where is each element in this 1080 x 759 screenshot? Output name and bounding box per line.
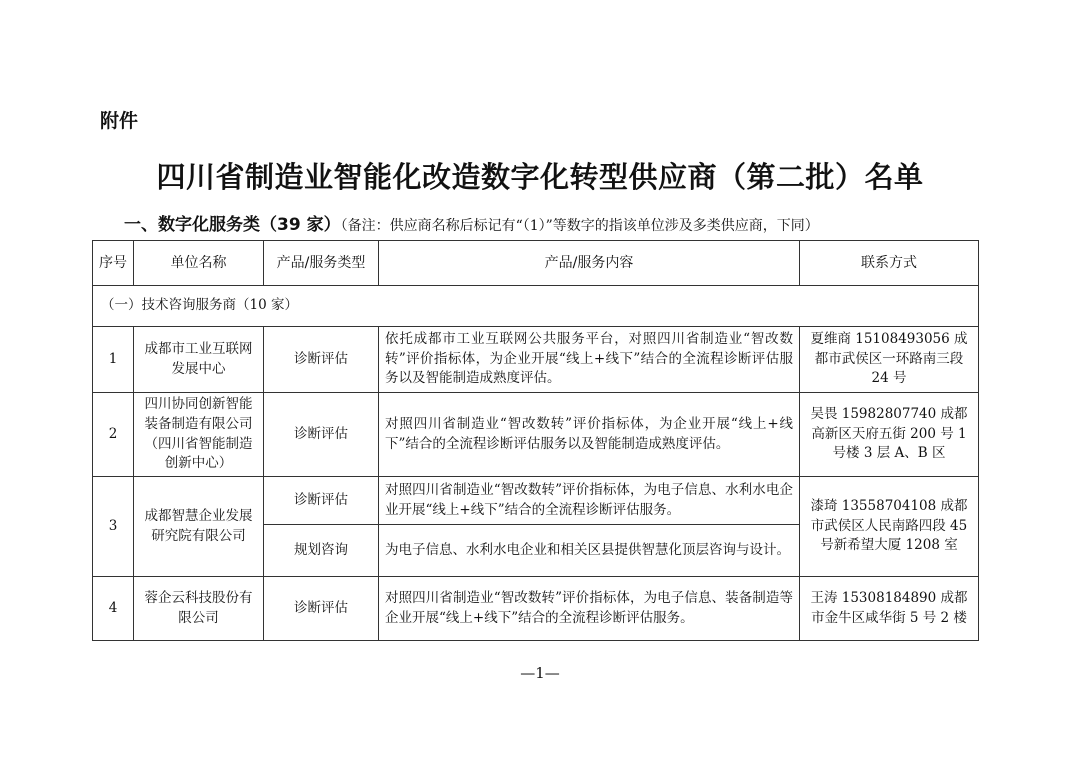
row-content: 对照四川省制造业“智改数转”评价指标体，为企业开展“线上+线下”结合的全流程诊断评估服务以及智能制造成熟度评估。 bbox=[379, 393, 800, 477]
row-index: 4 bbox=[93, 577, 134, 641]
table-row bbox=[93, 327, 979, 393]
row-index: 1 bbox=[93, 327, 134, 393]
row-type: 诊断评估 bbox=[264, 393, 379, 477]
header-index: 序号 bbox=[93, 241, 134, 286]
page-number: —1— bbox=[520, 664, 560, 682]
row-contact: 夏维商 15108493056 成都市武侯区一环路南三段 24 号 bbox=[800, 327, 979, 393]
row-index: 3 bbox=[93, 477, 134, 577]
row-type: 诊断评估 bbox=[264, 327, 379, 393]
row-content: 对照四川省制造业“智改数转”评价指标体，为电子信息、水利水电企业开展“线上+线下”结合的全流程诊断评估服务。 bbox=[379, 477, 800, 525]
row-type: 诊断评估 bbox=[264, 577, 379, 641]
section-note: （备注：供应商名称后标记有“（1）”等数字的指该单位涉及多类供应商，下同） bbox=[340, 218, 819, 234]
header-content: 产品/服务内容 bbox=[379, 241, 800, 286]
row-content: 依托成都市工业互联网公共服务平台，对照四川省制造业“智改数转”评价指标体，为企业开展“线上+线下”结合的全流程诊断评估服务以及智能制造成熟度评估。 bbox=[379, 327, 800, 393]
row-content: 对照四川省制造业“智改数转”评价指标体，为电子信息、装备制造等企业开展“线上+线下”结合的全流程诊断评估服务。 bbox=[379, 577, 800, 641]
subcategory-label: （一）技术咨询服务商（10 家） bbox=[93, 286, 979, 327]
row-index: 2 bbox=[93, 393, 134, 477]
table-header-row bbox=[93, 241, 979, 286]
supplier-table bbox=[92, 240, 979, 641]
table-row bbox=[93, 577, 979, 641]
row-type-secondary: 规划咨询 bbox=[264, 525, 379, 577]
row-unit: 四川协同创新智能装备制造有限公司（四川省智能制造创新中心） bbox=[134, 393, 264, 477]
row-content-secondary: 为电子信息、水利水电企业和相关区县提供智慧化顶层咨询与设计。 bbox=[379, 525, 800, 577]
table-row bbox=[93, 393, 979, 477]
table-row bbox=[93, 477, 979, 525]
row-unit: 成都市工业互联网发展中心 bbox=[134, 327, 264, 393]
header-type: 产品/服务类型 bbox=[264, 241, 379, 286]
section-title: 一、数字化服务类（39 家） bbox=[124, 215, 341, 235]
row-type: 诊断评估 bbox=[264, 477, 379, 525]
subcategory-row bbox=[93, 286, 979, 327]
row-unit: 成都智慧企业发展研究院有限公司 bbox=[134, 477, 264, 577]
row-contact: 吴畏 15982807740 成都高新区天府五街 200 号 1 号楼 3 层 A、B 区 bbox=[800, 393, 979, 477]
section-heading bbox=[124, 210, 819, 235]
document-title: 四川省制造业智能化改造数字化转型供应商（第二批）名单 bbox=[156, 160, 924, 194]
row-contact: 漆琦 13558704108 成都市武侯区人民南路四段 45 号新希望大厦 1208 室 bbox=[800, 477, 979, 577]
header-unit: 单位名称 bbox=[134, 241, 264, 286]
header-contact: 联系方式 bbox=[800, 241, 979, 286]
row-unit: 蓉企云科技股份有限公司 bbox=[134, 577, 264, 641]
row-contact: 王涛 15308184890 成都市金牛区咸华街 5 号 2 楼 bbox=[800, 577, 979, 641]
attachment-label: 附件 bbox=[100, 110, 139, 132]
